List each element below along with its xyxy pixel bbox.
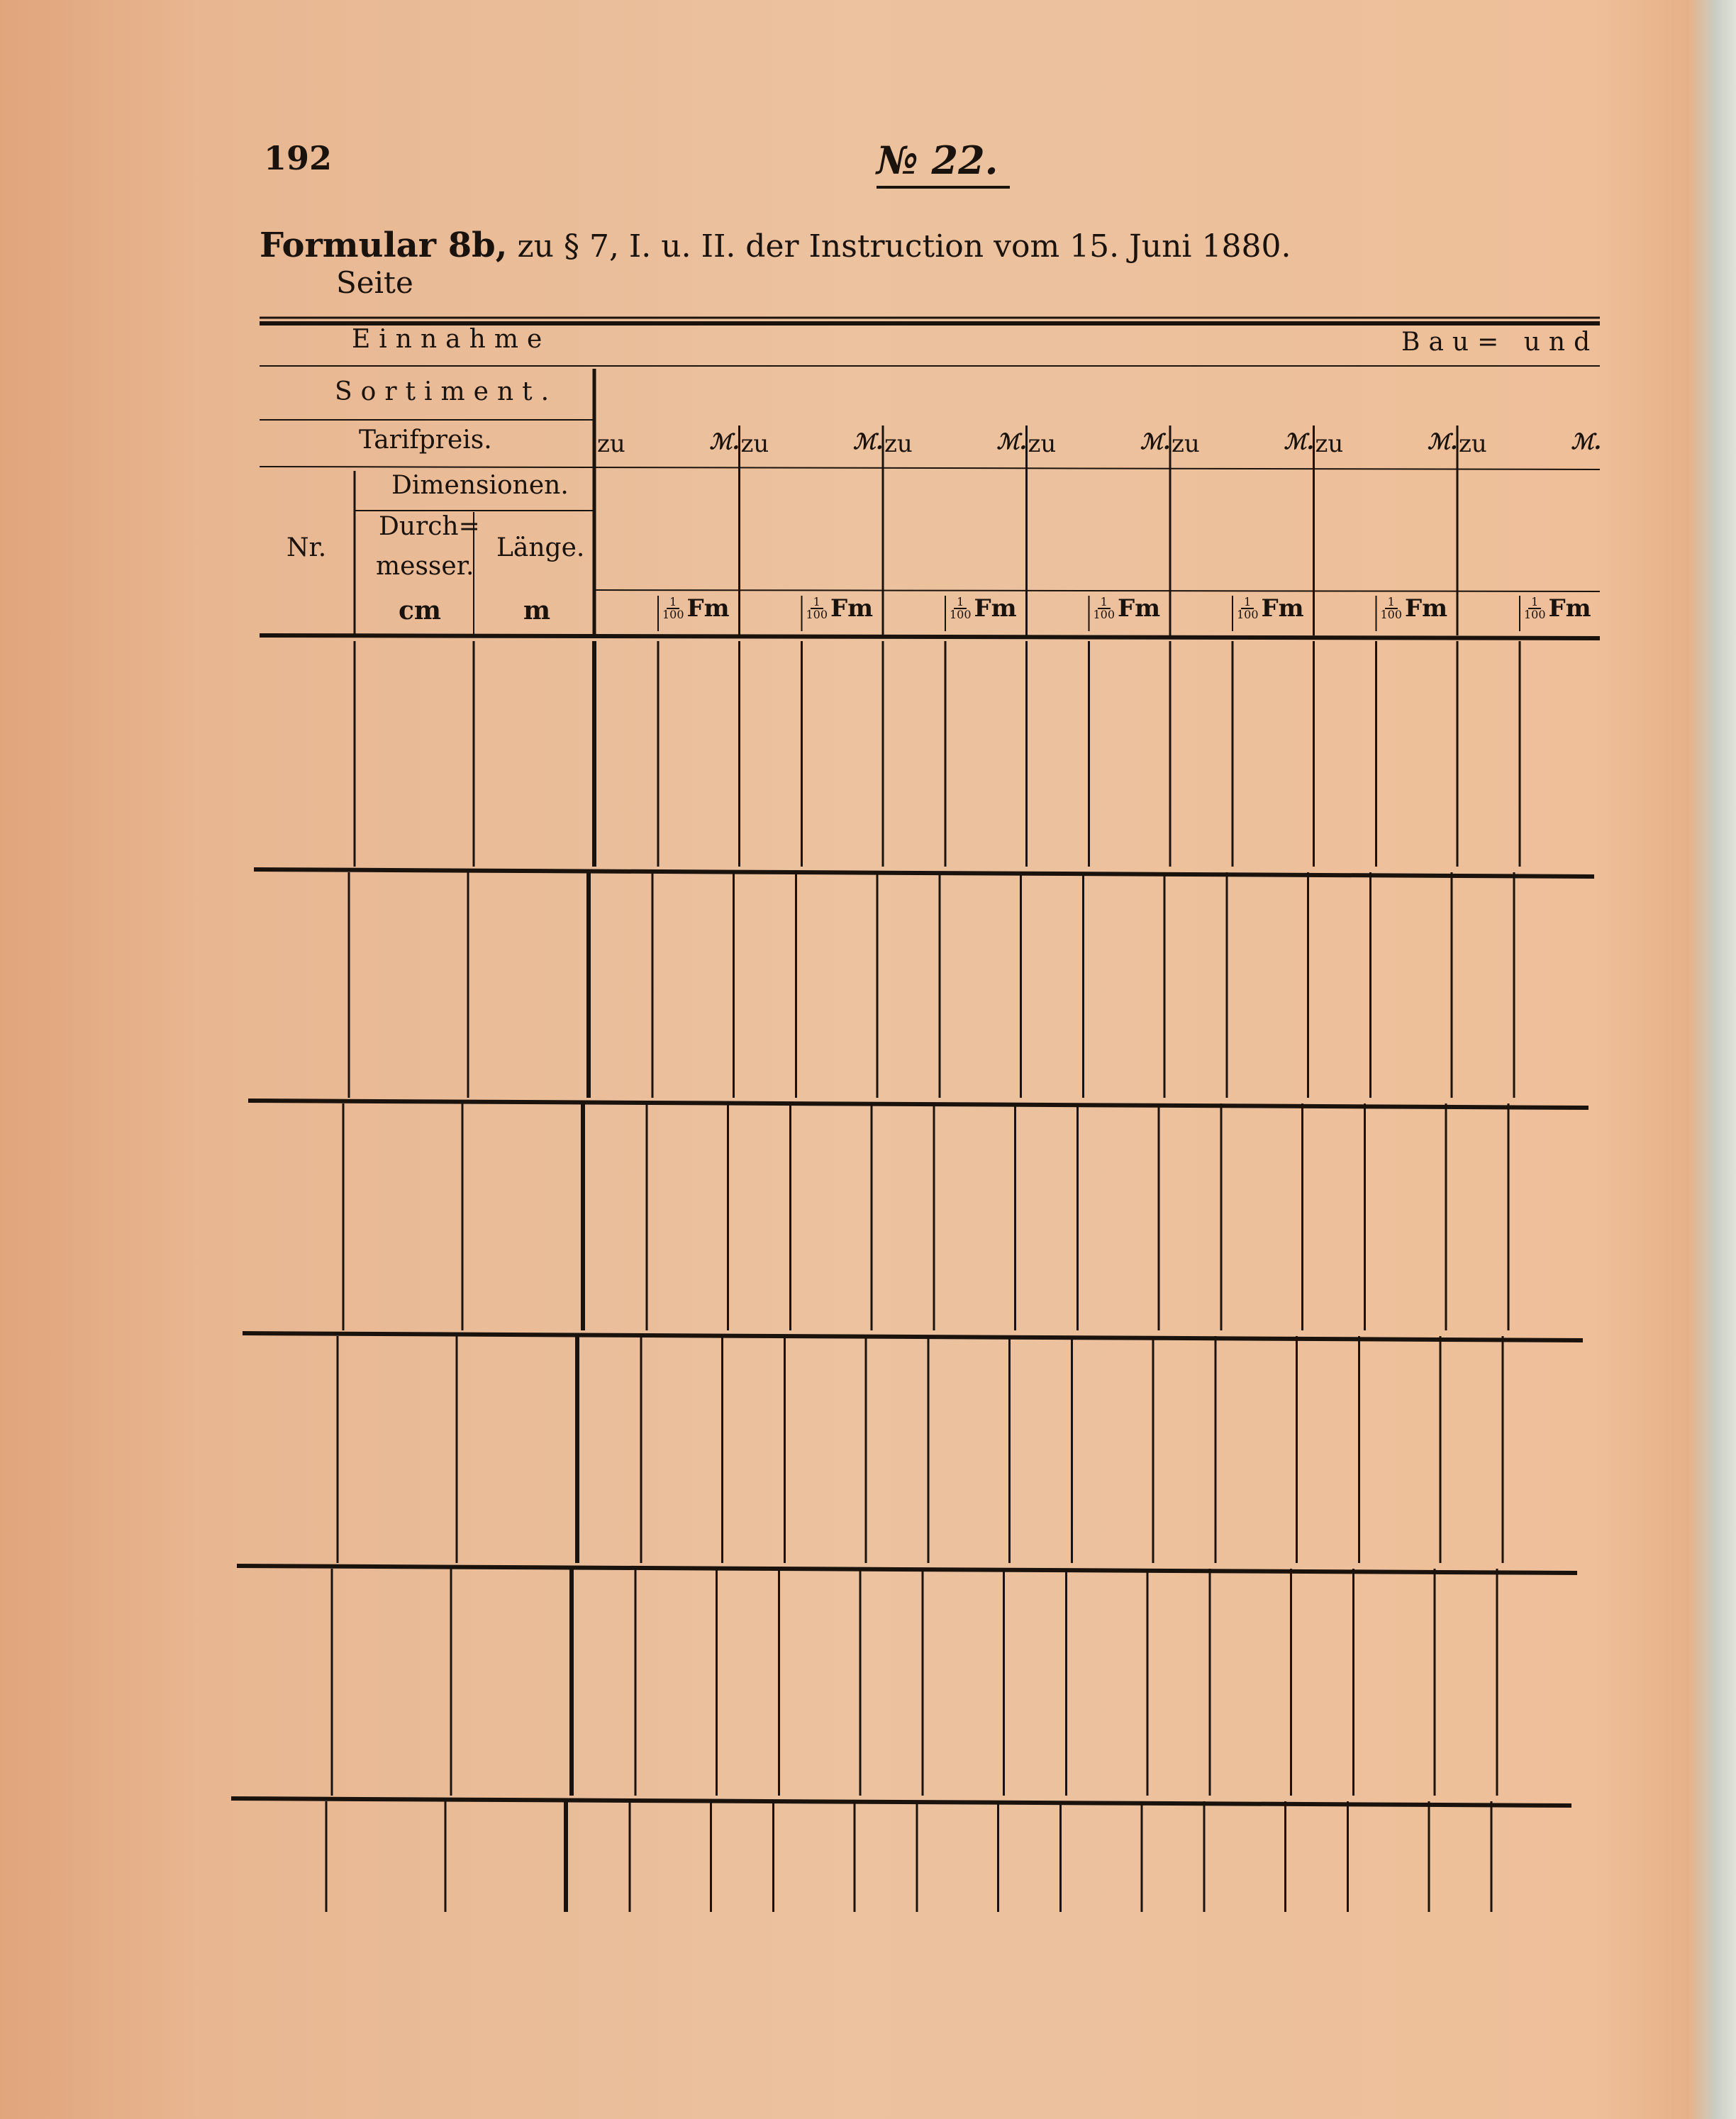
price-prefix-label: zu xyxy=(1172,430,1200,458)
fraction-denominator: 100 xyxy=(1524,608,1546,621)
fraction-denominator: 100 xyxy=(1237,608,1259,621)
price-unit-label: ℳ. xyxy=(709,430,740,455)
row-separator xyxy=(248,1101,1588,1108)
fraction-numerator: 1 xyxy=(1528,596,1541,609)
form-seite: Seite xyxy=(336,265,413,300)
issue-number: № 22. xyxy=(877,138,998,183)
row-separator xyxy=(254,869,1594,877)
unit-cm: cm xyxy=(399,596,442,625)
fraction-denominator: 100 xyxy=(1380,608,1403,621)
fm-unit: Fm xyxy=(1118,594,1161,623)
einnahme-heading: Einnahme xyxy=(352,325,551,354)
fm-unit: Fm xyxy=(1548,594,1591,623)
row-separator xyxy=(231,1798,1571,1806)
fraction-numerator: 1 xyxy=(1241,596,1254,609)
laenge-heading: Länge. xyxy=(496,533,585,562)
fraction-numerator: 1 xyxy=(667,596,679,609)
durchmesser-heading-2: messer. xyxy=(376,552,474,581)
bau-und-heading: Bau= und xyxy=(1401,328,1599,357)
row-separator xyxy=(237,1566,1577,1573)
fraction-numerator: 1 xyxy=(954,596,967,609)
fraction-numerator: 1 xyxy=(1385,596,1398,609)
fraction-denominator: 100 xyxy=(950,608,972,621)
tarifpreis-heading: Tarifpreis. xyxy=(359,426,492,455)
fraction-numerator: 1 xyxy=(1098,596,1111,609)
sortiment-heading: Sortiment. xyxy=(335,377,558,406)
header-bottom-rule xyxy=(260,635,1600,638)
fm-unit: Fm xyxy=(686,594,730,623)
fm-unit: Fm xyxy=(974,594,1017,623)
fraction-denominator: 100 xyxy=(662,608,684,621)
price-unit-label: ℳ. xyxy=(1140,430,1171,455)
fm-unit: Fm xyxy=(1405,594,1448,623)
durchmesser-heading-1: Durch= xyxy=(379,512,480,541)
price-unit-label: ℳ. xyxy=(1571,430,1602,455)
fm-unit: Fm xyxy=(1261,594,1304,623)
form-title-bold: Formular 8b, xyxy=(260,226,508,265)
price-prefix-label: zu xyxy=(1315,430,1344,458)
price-prefix-label: zu xyxy=(884,430,913,458)
dimensionen-heading: Dimensionen. xyxy=(391,471,569,500)
fm-rule xyxy=(596,590,1600,591)
price-prefix-label: zu xyxy=(740,430,769,458)
price-unit-label: ℳ. xyxy=(1428,430,1458,455)
nr-heading: Nr. xyxy=(286,533,327,562)
row-separator xyxy=(243,1333,1583,1340)
price-prefix-label: zu xyxy=(597,430,625,458)
price-unit-label: ℳ. xyxy=(1284,430,1315,455)
fraction-numerator: 1 xyxy=(811,596,823,609)
fm-unit: Fm xyxy=(830,594,874,623)
unit-m: m xyxy=(523,596,551,625)
fraction-denominator: 100 xyxy=(806,608,828,621)
price-unit-label: ℳ. xyxy=(996,430,1028,455)
price-prefix-label: zu xyxy=(1459,430,1487,458)
price-unit-label: ℳ. xyxy=(853,430,884,455)
tarifpreis-rule xyxy=(260,467,1600,469)
fraction-denominator: 100 xyxy=(1093,608,1115,621)
form-title-rest: zu § 7, I. u. II. der Instruction vom 15. Juni 1880. xyxy=(517,228,1291,265)
page-number: 192 xyxy=(264,139,333,177)
price-prefix-label: zu xyxy=(1028,430,1057,458)
